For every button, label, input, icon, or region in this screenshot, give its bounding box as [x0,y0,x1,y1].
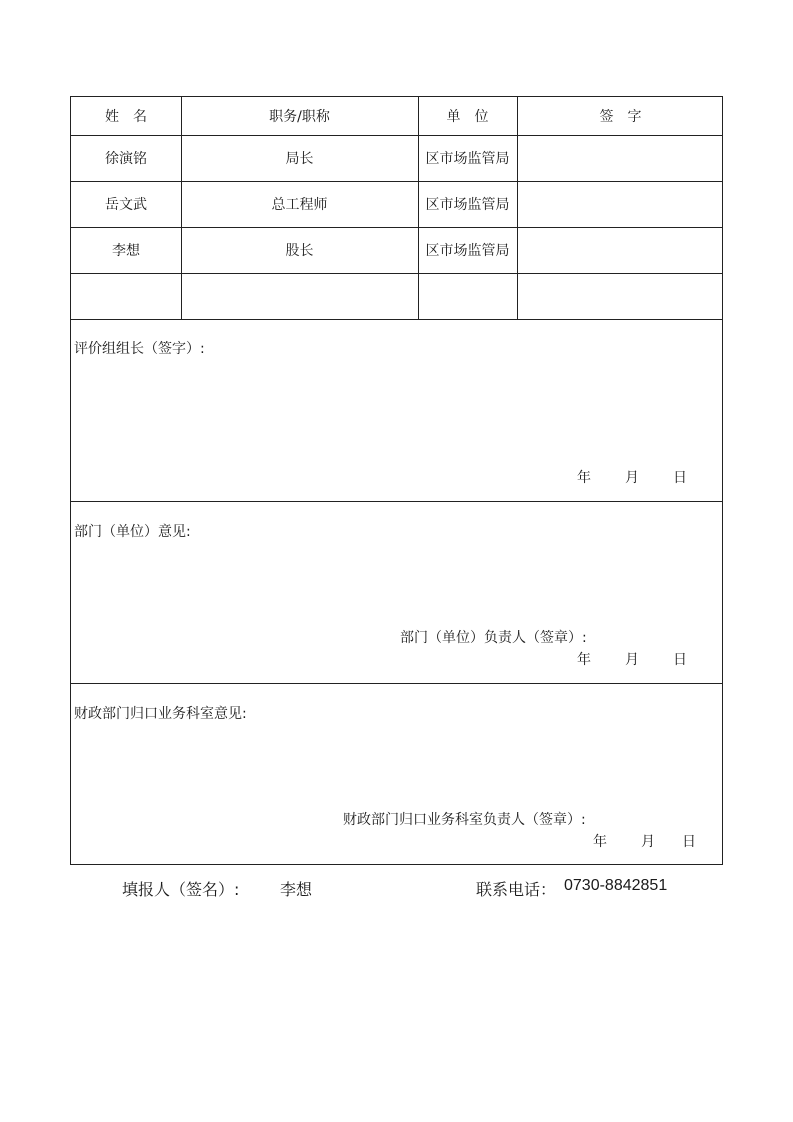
department-date-month: 月 [625,652,639,668]
filler-name: 李想 [280,880,313,899]
leader-signature-label: 评价组组长（签字）: [74,341,205,357]
member-unit: 区市场监管局 [425,197,510,213]
member-signature-field[interactable] [517,227,724,273]
header-unit: 单 位 [446,109,489,125]
member-title: 股长 [285,243,314,259]
leader-date-month: 月 [625,470,639,486]
filler-label: 填报人（签名）: [122,880,240,899]
member-name[interactable] [71,273,181,319]
department-signer-label: 部门（单位）负责人（签章）: [400,630,587,646]
finance-signer-label: 财政部门归口业务科室负责人（签章）: [343,812,586,828]
member-signature-field[interactable] [517,181,724,227]
member-name: 岳文武 [105,197,147,213]
department-opinion-label: 部门（单位）意见: [74,524,191,540]
finance-date-day: 日 [682,834,696,850]
member-signature-field[interactable] [517,273,724,319]
header-title: 职务/职称 [269,109,330,125]
finance-date-year: 年 [593,834,607,850]
leader-date-day: 日 [673,470,687,486]
section-divider [71,501,722,502]
member-unit[interactable] [418,273,517,319]
member-title: 总工程师 [271,197,328,213]
finance-opinion-label: 财政部门归口业务科室意见: [74,706,247,722]
evaluation-form [70,96,723,865]
department-date-year: 年 [577,652,591,668]
header-name: 姓 名 [105,109,147,125]
department-date-day: 日 [673,652,687,668]
member-name: 徐演铭 [105,151,147,167]
section-divider [71,683,722,684]
member-signature-field[interactable] [517,135,724,181]
row-divider [71,319,722,320]
member-title: 局长 [285,151,314,167]
member-title[interactable] [181,273,418,319]
member-unit: 区市场监管局 [425,151,510,167]
member-unit: 区市场监管局 [425,243,510,259]
leader-date-year: 年 [577,470,591,486]
phone-label: 联系电话： [476,880,557,899]
phone-number: 0730-8842851 [564,877,668,894]
member-name: 李想 [112,243,140,259]
header-signature: 签 字 [599,109,642,125]
finance-date-month: 月 [641,834,655,850]
